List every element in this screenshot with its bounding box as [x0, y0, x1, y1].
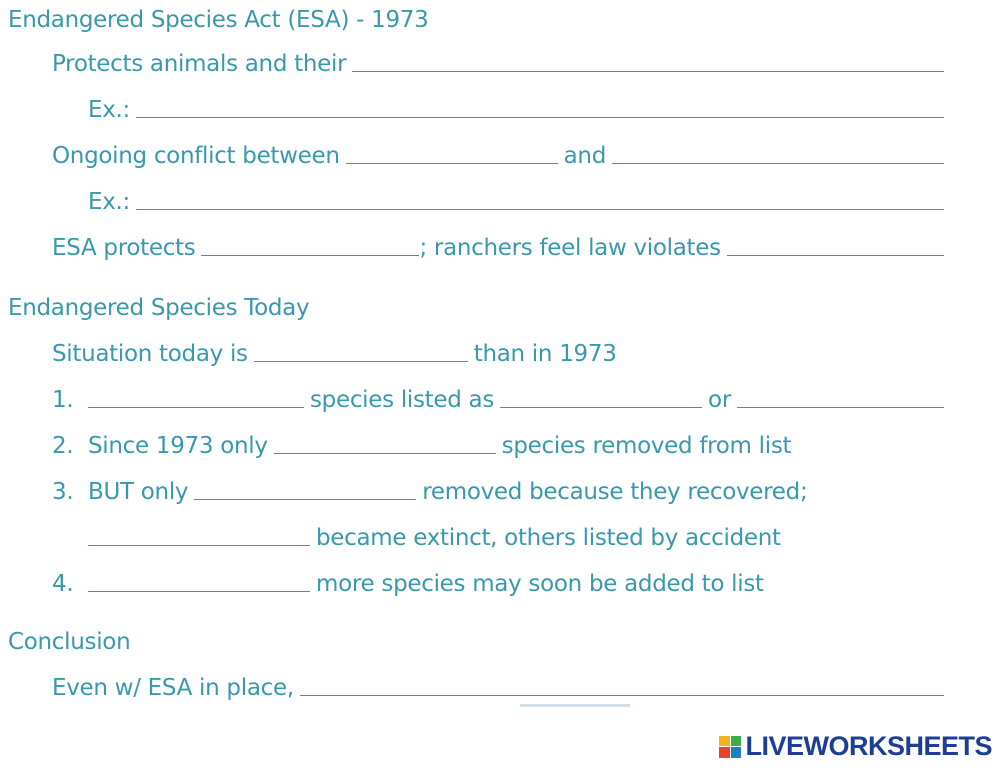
today-item-3-continued: became extinct, others listed by accident — [88, 520, 781, 552]
blank-item1-status-2[interactable] — [737, 407, 944, 408]
today-line-situation: Situation today is than in 1973 — [52, 341, 617, 367]
conclusion-line: Even w/ ESA in place, — [52, 670, 950, 702]
esa-line-habitat: Protects animals and their — [52, 46, 950, 78]
liveworksheets-logo-icon — [719, 736, 741, 758]
esa-line-example-1: Ex.: — [88, 92, 950, 124]
today-item-3: 3. BUT only removed because they recovered; — [52, 479, 808, 505]
blank-habitat[interactable] — [352, 71, 944, 72]
liveworksheets-logo: LIVEWORKSHEETS — [719, 731, 992, 762]
blank-example-2[interactable] — [136, 209, 944, 210]
logo-square-2 — [731, 736, 742, 747]
scan-smudge — [520, 704, 630, 707]
section-heading-conclusion: Conclusion — [8, 629, 131, 655]
section-heading-esa: Endangered Species Act (ESA) - 1973 — [8, 7, 429, 33]
blank-violates[interactable] — [727, 255, 944, 256]
blank-item3-extinct[interactable] — [88, 545, 310, 546]
logo-square-3 — [719, 747, 730, 758]
blank-item1-status-1[interactable] — [500, 407, 702, 408]
logo-square-4 — [731, 747, 742, 758]
today-item-2: 2. Since 1973 only species removed from list — [52, 433, 792, 459]
blank-item1-count[interactable] — [88, 407, 304, 408]
blank-conclusion[interactable] — [300, 695, 944, 696]
blank-item3-recovered[interactable] — [194, 499, 416, 500]
section-heading-today: Endangered Species Today — [8, 295, 310, 321]
blank-situation[interactable] — [254, 361, 468, 362]
logo-square-1 — [719, 736, 730, 747]
blank-conflict-2[interactable] — [612, 163, 944, 164]
esa-line-example-2: Ex.: — [88, 184, 950, 216]
today-item-1: 1. species listed as or — [52, 382, 950, 414]
blank-protects[interactable] — [201, 255, 419, 256]
today-item-4: 4. more species may soon be added to list — [52, 571, 764, 597]
blank-conflict-1[interactable] — [346, 163, 558, 164]
blank-item2-count[interactable] — [274, 453, 496, 454]
blank-item4-count[interactable] — [88, 591, 310, 592]
esa-line-conflict: Ongoing conflict between and — [52, 138, 950, 170]
esa-line-protects: ESA protects ; ranchers feel law violates — [52, 230, 950, 262]
blank-example-1[interactable] — [136, 117, 944, 118]
